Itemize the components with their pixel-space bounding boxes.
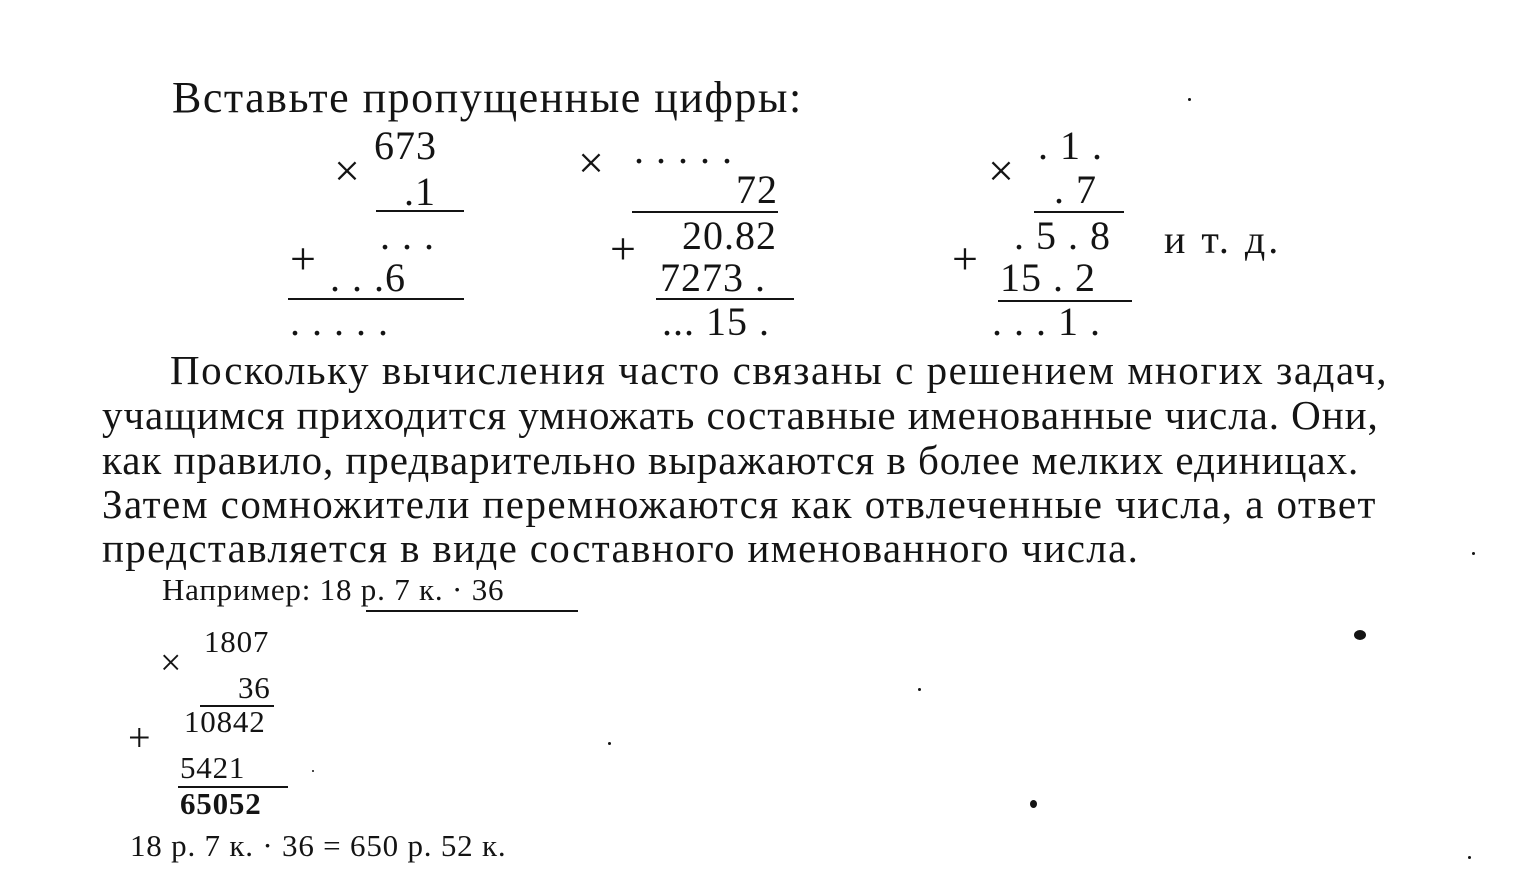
puzzle-2-multiplier: 72 [736,167,778,212]
puzzle-3-times-sign: × [988,145,1014,196]
scan-speck [1472,552,1475,555]
example-multiplicand: 1807 [204,624,270,659]
scan-speck [1030,800,1037,808]
puzzle-3-partial-1: . 5 . 8 [1014,213,1111,258]
paragraph-line-3: как правило, предварительно выражаются в более мелких единицах. [102,437,1360,483]
puzzle-3-plus-sign: + [952,233,978,284]
puzzle-2-times-sign: × [578,137,604,188]
paragraph-line-4: Затем сомножители перемножаются как отвлеченные числа, а ответ [102,481,1377,527]
puzzle-1-multiplicand: 673 [374,123,437,168]
scan-speck [608,742,611,745]
puzzle-2-partial-2: 7273 . [660,255,766,300]
example-result: 65052 [180,786,262,821]
scan-speck [312,770,314,772]
puzzle-2-plus-sign: + [610,223,636,274]
scan-speck [918,688,921,691]
etc-label: и т. д. [1164,217,1282,262]
scan-speck [1468,856,1471,859]
example-conclusion: 18 р. 7 к. · 36 = 650 р. 52 к. [130,828,507,863]
paragraph-line-2: учащимся приходится умножать составные именованные числа. Они, [102,392,1379,438]
scan-speck [1188,98,1191,101]
puzzle-2-result: ... 15 . [662,299,770,344]
example-label-underline [366,610,578,612]
example-times-sign: × [160,642,182,684]
scan-speck [1354,630,1366,640]
puzzle-1-plus-sign: + [290,233,316,284]
puzzle-2-multiplicand: . . . . . [634,127,733,172]
puzzle-3-partial-2: 15 . 2 [1000,255,1096,300]
paragraph-line-5: представляется в виде составного именованного числа. [102,525,1140,571]
example-label: Например: 18 р. 7 к. · 36 [162,572,505,607]
puzzle-3-multiplier: . 7 [1054,167,1097,212]
paragraph-line-1: Поскольку вычисления часто связаны с решением многих задач, [170,347,1389,393]
puzzle-1-result: . . . . . [290,299,389,344]
example-plus-sign: + [128,715,151,760]
puzzle-1-partial-2: . . .6 [330,255,406,300]
puzzle-3-result: . . . 1 . [992,299,1101,344]
puzzle-1-times-sign: × [334,145,360,196]
puzzle-2-partial-1: 20.82 [682,213,777,258]
puzzle-3-multiplicand: . 1 . [1038,123,1103,168]
exercise-heading: Вставьте пропущенные цифры: [172,73,803,122]
example-partial-2: 5421 [180,750,246,785]
example-multiplier: 36 [238,670,271,705]
example-partial-1: 10842 [184,704,266,739]
puzzle-1-multiplier: .1 [404,169,436,214]
puzzle-1-rule-1 [376,210,464,212]
puzzle-1-partial-1: . . . [380,213,435,258]
